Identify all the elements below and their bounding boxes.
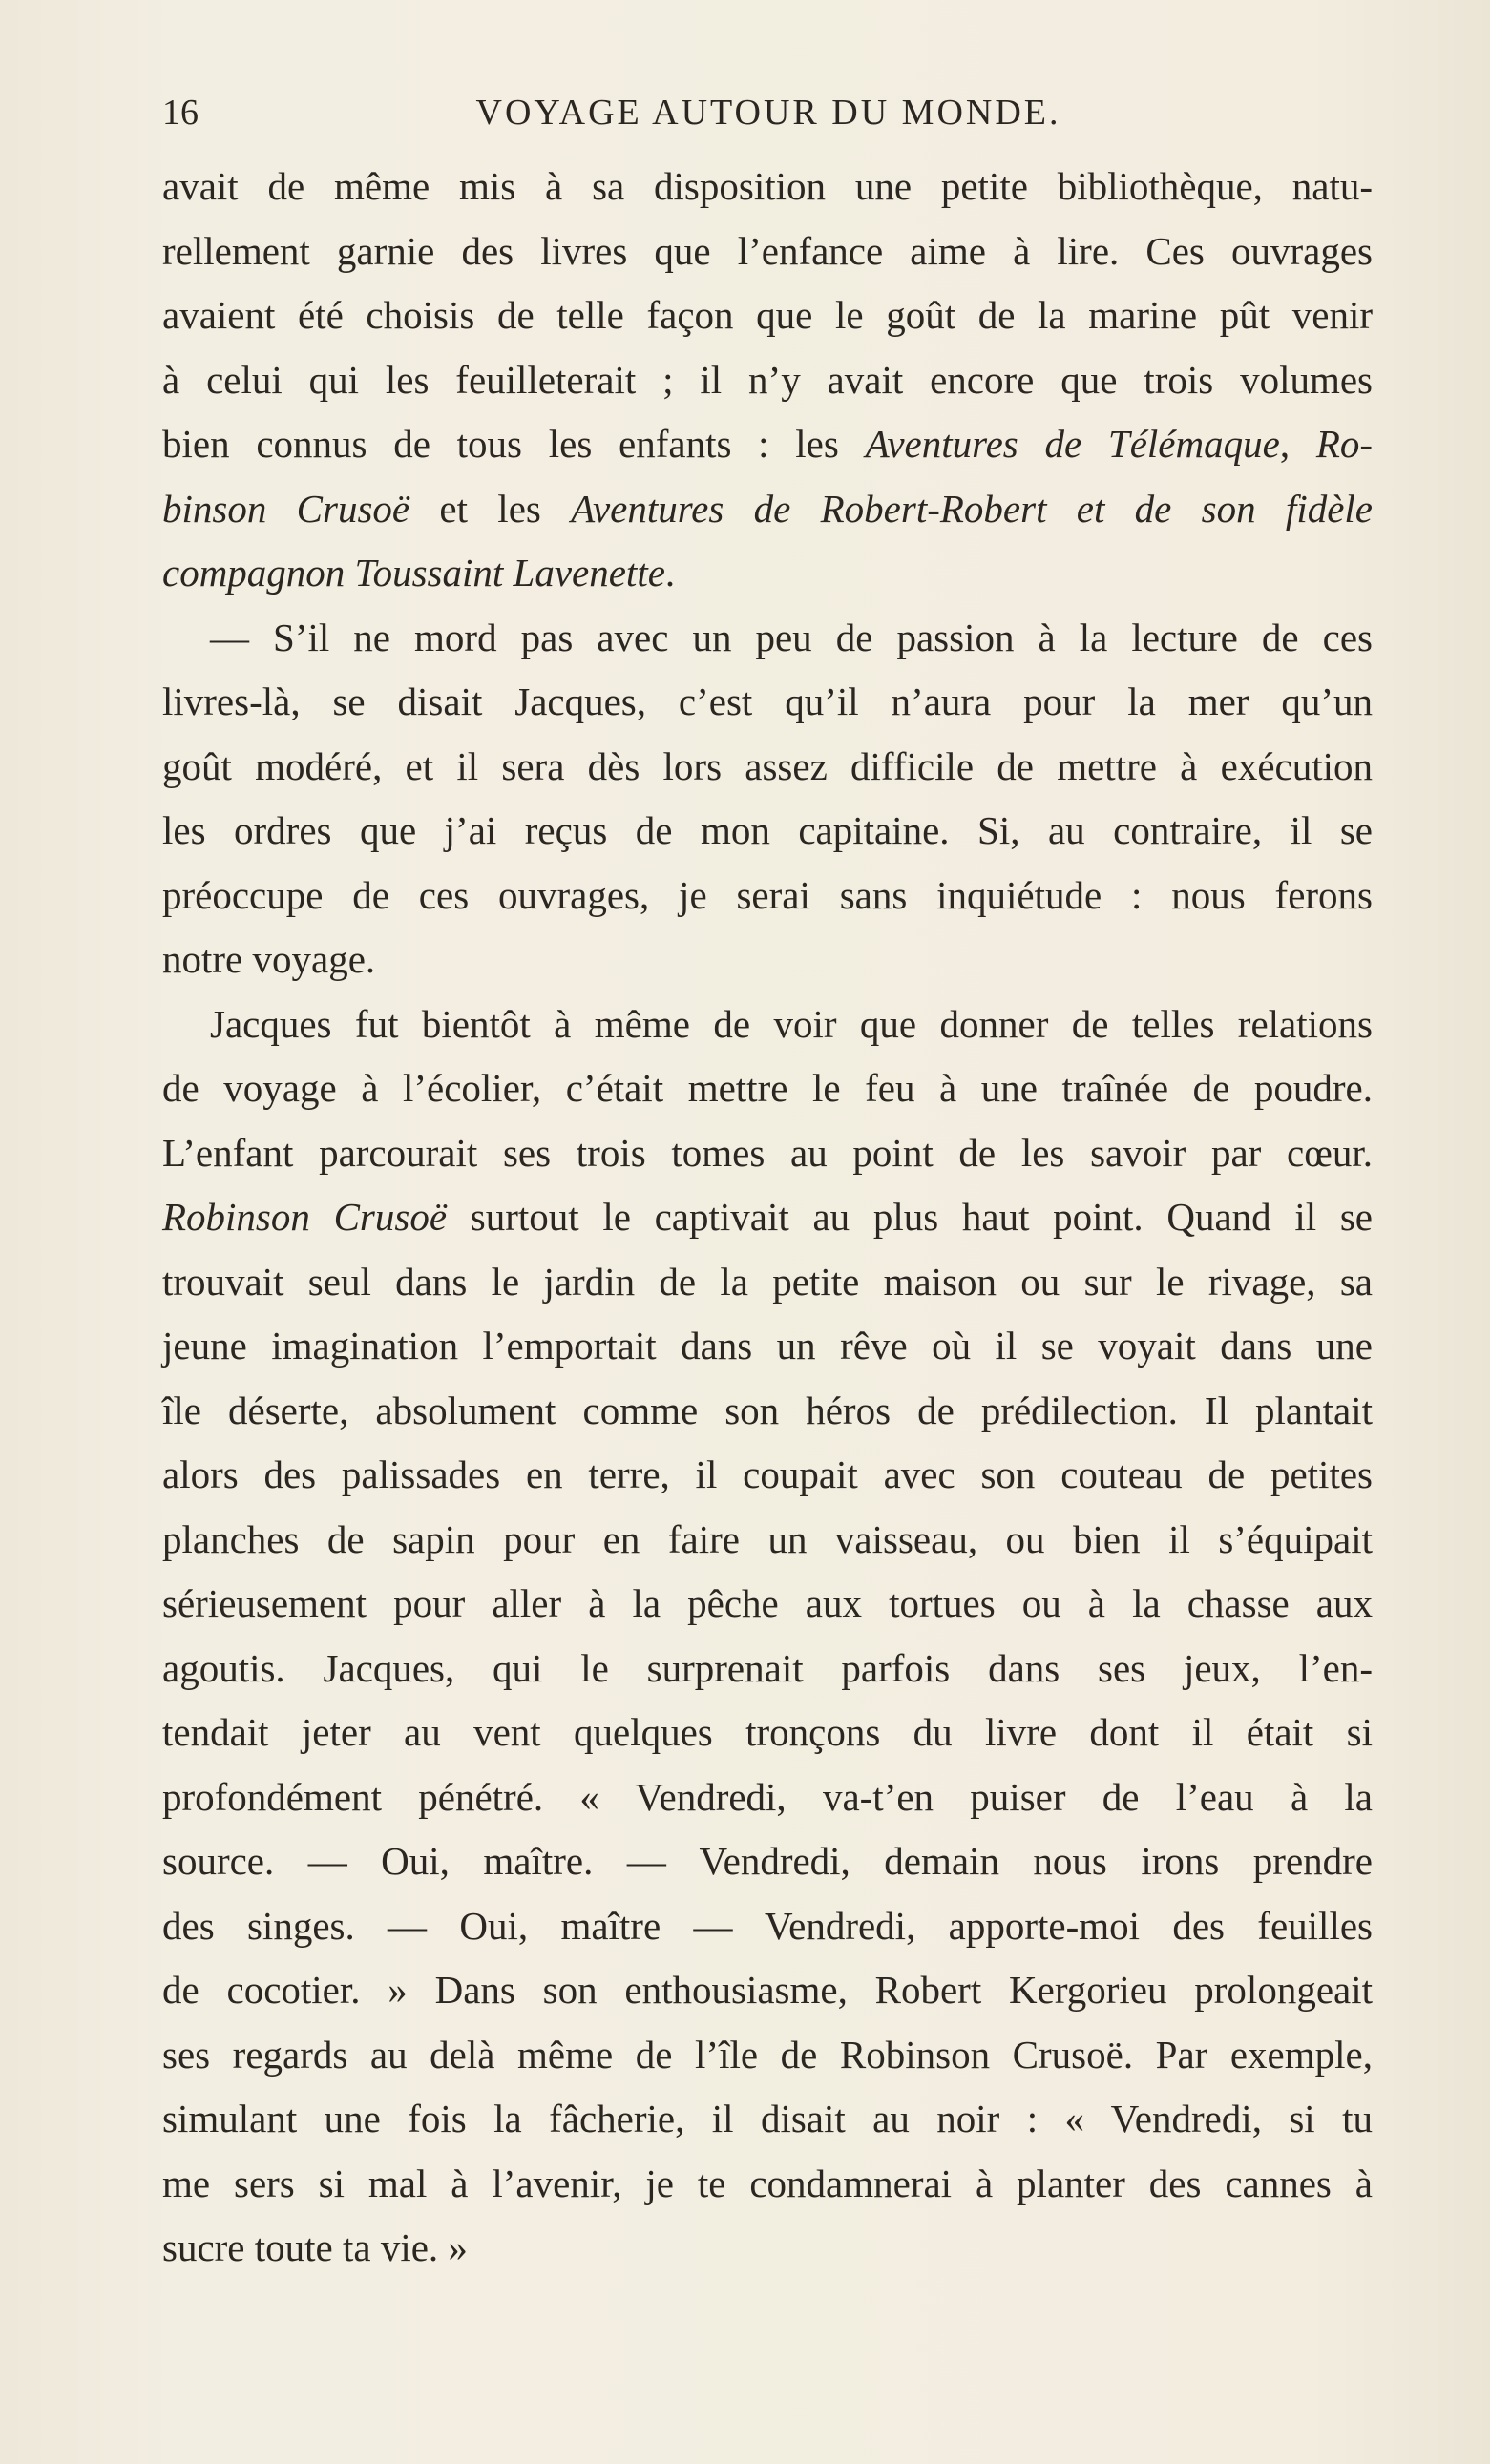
- text-line: [162, 1379, 1373, 1444]
- italic-title-text: Aventures de Robert-Robert et de son fidèle: [571, 486, 1373, 531]
- text-run: avaient été choisis de telle façon que le goût de la marine pût venir: [162, 293, 1373, 337]
- text-run: tendait jeter au vent quelques tronçons du livre dont il était si: [162, 1710, 1373, 1754]
- italic-title-text: binson Crusoë: [162, 486, 410, 531]
- italic-title-text: Aventures de Télémaque: [865, 422, 1280, 466]
- text-run: à celui qui les feuilleterait ; il n’y avait encore que trois volumes: [162, 357, 1373, 402]
- text-run: Jacques fut bientôt à même de voir que donner de telles relations: [210, 1001, 1373, 1046]
- text-run: bien connus de tous les enfants : les: [162, 422, 866, 466]
- running-title: VOYAGE AUTOUR DU MONDE.: [475, 93, 1061, 133]
- text-line: [162, 2152, 1373, 2217]
- text-line: [162, 1701, 1373, 1765]
- text-line: [162, 1508, 1373, 1573]
- text-run: planches de sapin pour en faire un vaisseau, ou bien il s’équipait: [162, 1516, 1373, 1561]
- text-line: [162, 1121, 1373, 1186]
- text-line: [162, 992, 1373, 1057]
- text-line: [162, 1958, 1373, 2023]
- text-line: [162, 155, 1373, 219]
- text-line: [162, 928, 1373, 992]
- text-line: [162, 1637, 1373, 1702]
- text-run: ses regards au delà même de l’île de Robinson Crusoë. Par exemple,: [162, 2032, 1373, 2077]
- text-run: me sers si mal à l’avenir, je te condamnerai à planter des cannes à: [162, 2161, 1373, 2205]
- text-line: [162, 412, 1373, 477]
- text-run: livres-là, se disait Jacques, c’est qu’il n’aura pour la mer qu’un: [162, 679, 1373, 723]
- text-run: alors des palissades en terre, il coupait avec son couteau de petites: [162, 1452, 1373, 1496]
- text-run: .: [664, 551, 676, 595]
- text-run: trouvait seul dans le jardin de la petite maison ou sur le rivage, sa: [162, 1259, 1373, 1304]
- text-line: [162, 541, 1373, 606]
- text-line: [162, 670, 1373, 735]
- text-line: [162, 1443, 1373, 1508]
- text-line: [162, 606, 1373, 671]
- text-run: île déserte, absolument comme son héros de prédilection. Il plantait: [162, 1388, 1373, 1432]
- italic-title-text: Ro-: [1315, 422, 1374, 466]
- text-run: profondément pénétré. « Vendredi, va-t’en puiser de l’eau à la: [162, 1774, 1373, 1819]
- text-run: notre voyage.: [162, 937, 376, 981]
- text-run: agoutis. Jacques, qui le surprenait parfois dans ses jeux, l’en-: [162, 1645, 1373, 1690]
- text-run: sucre toute ta vie. »: [162, 2225, 468, 2269]
- text-run: goût modéré, et il sera dès lors assez difficile de mettre à exécution: [162, 743, 1373, 788]
- body-text: [162, 155, 1373, 2281]
- text-line: [162, 2216, 1373, 2281]
- text-run: rellement garnie des livres que l’enfance aime à lire. Ces ouvrages: [162, 228, 1373, 273]
- text-line: [162, 2087, 1373, 2152]
- text-run: — S’il ne mord pas avec un peu de passion à la lecture de ces: [210, 615, 1373, 659]
- italic-title-text: compagnon Toussaint Lavenette: [162, 551, 665, 595]
- page-number: 16: [162, 93, 199, 133]
- text-run: de voyage à l’écolier, c’était mettre le feu à une traînée de poudre.: [162, 1066, 1373, 1110]
- text-run: L’enfant parcourait ses trois tomes au point de les savoir par cœur.: [162, 1130, 1373, 1175]
- text-line: [162, 219, 1373, 284]
- text-line: [162, 1572, 1373, 1637]
- text-line: [162, 2023, 1373, 2088]
- text-run: préoccupe de ces ouvrages, je serai sans inquiétude : nous ferons: [162, 872, 1373, 917]
- text-line: [162, 1250, 1373, 1315]
- text-line: [162, 1185, 1373, 1250]
- running-head: [162, 88, 1375, 137]
- text-line: [162, 1894, 1373, 1959]
- text-line: [162, 1056, 1373, 1121]
- text-line: [162, 1765, 1373, 1830]
- italic-title-text: Robinson Crusoë: [162, 1195, 448, 1239]
- text-line: [162, 864, 1373, 929]
- text-run: les ordres que j’ai reçus de mon capitaine. Si, au contraire, il se: [162, 808, 1373, 852]
- text-line: [162, 1829, 1373, 1894]
- text-run: et les: [409, 486, 572, 531]
- text-run: simulant une fois la fâcherie, il disait au noir : « Vendredi, si tu: [162, 2097, 1373, 2140]
- text-run: des singes. — Oui, maître — Vendredi, apporte-moi des feuilles: [162, 1903, 1373, 1948]
- text-line: [162, 1314, 1373, 1379]
- text-run: ,: [1279, 422, 1316, 466]
- text-run: source. — Oui, maître. — Vendredi, demain nous irons prendre: [162, 1839, 1373, 1883]
- text-run: avait de même mis à sa disposition une petite bibliothèque, natu-: [162, 164, 1373, 208]
- text-line: [162, 735, 1373, 800]
- text-line: [162, 477, 1373, 542]
- text-run: de cocotier. » Dans son enthousiasme, Robert Kergorieu prolongeait: [162, 1968, 1373, 2012]
- text-line: [162, 283, 1373, 348]
- text-run: surtout le captivait au plus haut point. Quand il se: [447, 1195, 1373, 1239]
- text-line: [162, 348, 1373, 413]
- text-run: sérieusement pour aller à la pêche aux tortues ou à la chasse aux: [162, 1581, 1373, 1625]
- text-run: jeune imagination l’emportait dans un rêve où il se voyait dans une: [162, 1324, 1373, 1368]
- text-line: [162, 799, 1373, 864]
